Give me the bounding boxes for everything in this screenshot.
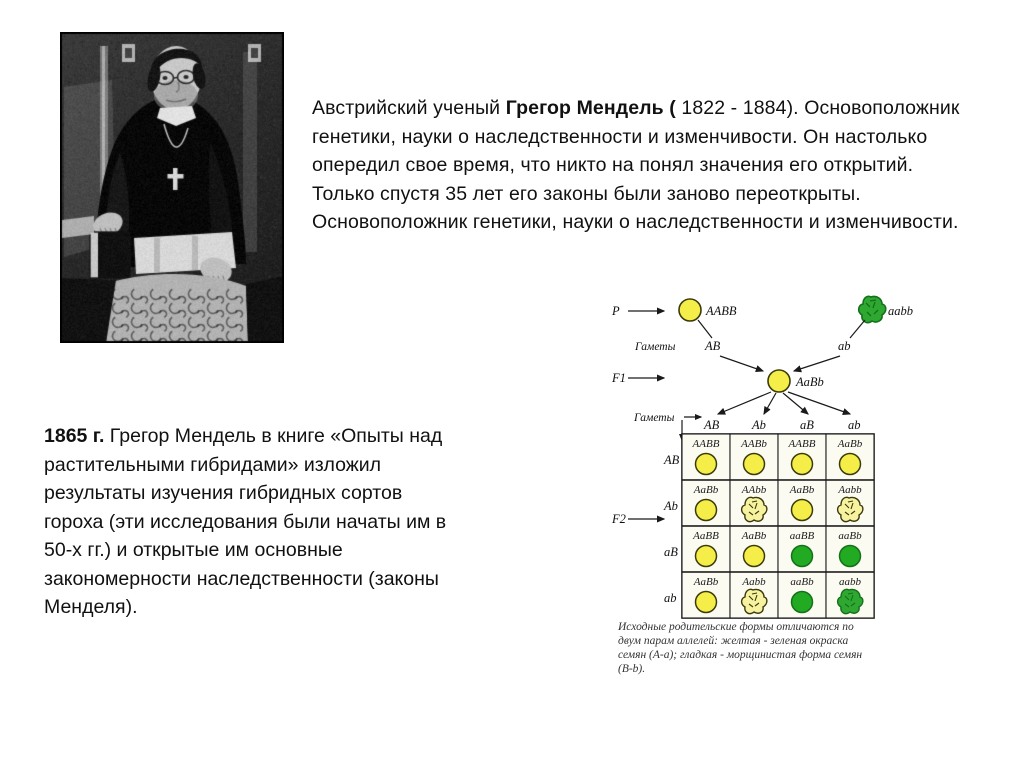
f1-to-gamete-ab3-arrow [783, 393, 808, 414]
punnett-cell [682, 480, 730, 526]
punnett-cell [826, 572, 874, 618]
cell-genotype-label: AaBb [693, 484, 719, 496]
column-header-0: AB [704, 418, 720, 432]
stage-label-f1: F1 [612, 371, 626, 385]
wrinkled-seed-icon [742, 497, 767, 521]
parent2-seed-icon [859, 296, 886, 322]
punnett-cell [778, 572, 826, 618]
parent2-to-gamete-line [850, 320, 865, 338]
cell-genotype-label: AaBb [741, 530, 767, 542]
wrinkled-seed-icon [742, 589, 767, 613]
f1-to-gamete-ab2-arrow [764, 393, 776, 414]
cell-genotype-label: aaBb [838, 530, 862, 542]
wrinkled-seed-icon [838, 497, 863, 521]
cell-genotype-label: AaBB [693, 530, 719, 542]
punnett-cell [826, 526, 874, 572]
parent1-gamete-label: AB [705, 339, 721, 353]
round-seed-icon [696, 454, 717, 475]
round-seed-icon [792, 546, 813, 567]
cell-genotype-label: Aabb [742, 576, 766, 588]
punnett-cell [682, 572, 730, 618]
column-header-3: ab [848, 418, 861, 432]
parent1-seed-icon [679, 299, 701, 321]
cell-genotype-label: Aabb [838, 484, 862, 496]
mendel-portrait-photo [60, 32, 284, 343]
f1-genotype-label: AaBb [796, 375, 824, 389]
cell-genotype-label: AABB [788, 438, 816, 450]
round-seed-icon [744, 454, 765, 475]
f1-to-gamete-ab4-arrow [788, 392, 850, 414]
cell-genotype-label: aaBb [790, 576, 814, 588]
diagram-caption [617, 621, 862, 675]
caption-line-3: (B-b). [618, 663, 646, 675]
history-year-bold: 1865 г. [44, 425, 105, 447]
gamete-ab-lower-to-f1-arrow [794, 356, 840, 371]
row-header-2: aB [664, 545, 678, 559]
round-seed-icon [792, 454, 813, 475]
caption-line-0: Исходные родительские формы отличаются по [618, 621, 854, 633]
row-header-3: ab [664, 591, 677, 605]
round-seed-icon [696, 592, 717, 613]
row-header-0: AB [664, 453, 680, 467]
round-seed-icon [792, 500, 813, 521]
round-seed-icon [696, 500, 717, 521]
round-seed-icon [696, 546, 717, 567]
history-body-text: Грегор Мендель в книге «Опыты над растительными гибридами» изложил результаты изучения гибридных сортов гороха (эти исследования были начаты им в 50-х гг.) и открытые им основные закономерности наследственности (законы Менделя). [44, 425, 447, 618]
row-header-1: Ab [664, 499, 678, 513]
punnett-column-headers [703, 418, 861, 432]
punnett-cell [730, 526, 778, 572]
punnett-square-grid [682, 434, 874, 618]
intro-lead-text: Австрийский ученый [312, 97, 506, 119]
parent1-genotype-label: AABB [706, 304, 737, 318]
gamete-ab-to-f1-arrow [720, 356, 763, 371]
f1-seed-icon [768, 370, 790, 392]
punnett-cell [682, 434, 730, 480]
caption-line-2: семян (А-а); гладкая - морщинистая форма семян [618, 649, 863, 661]
mendel-history-paragraph [44, 422, 464, 622]
punnett-row-headers [663, 453, 680, 605]
cell-genotype-label: aabb [839, 576, 861, 588]
caption-line-1: двум парам аллелей: желтая - зеленая окраска [618, 635, 849, 647]
column-header-2: aB [800, 418, 814, 432]
parent1-to-gamete-line [698, 320, 712, 338]
stage-label-p: P [612, 304, 620, 318]
mendel-intro-paragraph [312, 94, 962, 237]
punnett-cell [730, 480, 778, 526]
parent2-gamete-label: ab [838, 339, 851, 353]
parent2-genotype-label: aabb [888, 304, 913, 318]
punnett-cell [730, 572, 778, 618]
mendel-portrait-canvas [60, 32, 284, 343]
column-header-1: Ab [752, 418, 766, 432]
punnett-cell [778, 480, 826, 526]
punnett-cell [682, 526, 730, 572]
intro-name-bold: Грегор Мендель ( [505, 97, 676, 119]
punnett-cell [826, 434, 874, 480]
gametes-label-2: Гаметы [634, 412, 675, 424]
cell-genotype-label: AABb [741, 438, 767, 450]
cell-genotype-label: AAbb [741, 484, 767, 496]
cell-genotype-label: AaBb [693, 576, 719, 588]
round-seed-icon [792, 592, 813, 613]
cell-genotype-label: AaBb [789, 484, 815, 496]
dihybrid-cross-svg [600, 288, 960, 688]
cell-genotype-label: AABB [692, 438, 720, 450]
stage-label-f2: F2 [612, 512, 626, 526]
wrinkled-seed-icon [838, 589, 863, 613]
round-seed-icon [840, 454, 861, 475]
intro-body-text: 1822 - 1884). Основоположник генетики, науки о наследственности и изменчивости. Он настолько опередил свое время, что никто на понял значения его открытий. Только спустя 35 лет его законы были заново переоткрыты. Основоположник генетики, науки о наследственности и изменчивости. [312, 97, 960, 233]
punnett-cell [730, 434, 778, 480]
cell-genotype-label: AaBb [837, 438, 863, 450]
round-seed-icon [840, 546, 861, 567]
round-seed-icon [744, 546, 765, 567]
gametes-label-1: Гаметы [635, 341, 676, 353]
punnett-cell [826, 480, 874, 526]
punnett-cell [778, 526, 826, 572]
punnett-cell [778, 434, 826, 480]
cell-genotype-label: aaBB [789, 530, 815, 542]
f1-to-gamete-ab-arrow [718, 392, 771, 414]
dihybrid-cross-diagram [600, 288, 960, 688]
